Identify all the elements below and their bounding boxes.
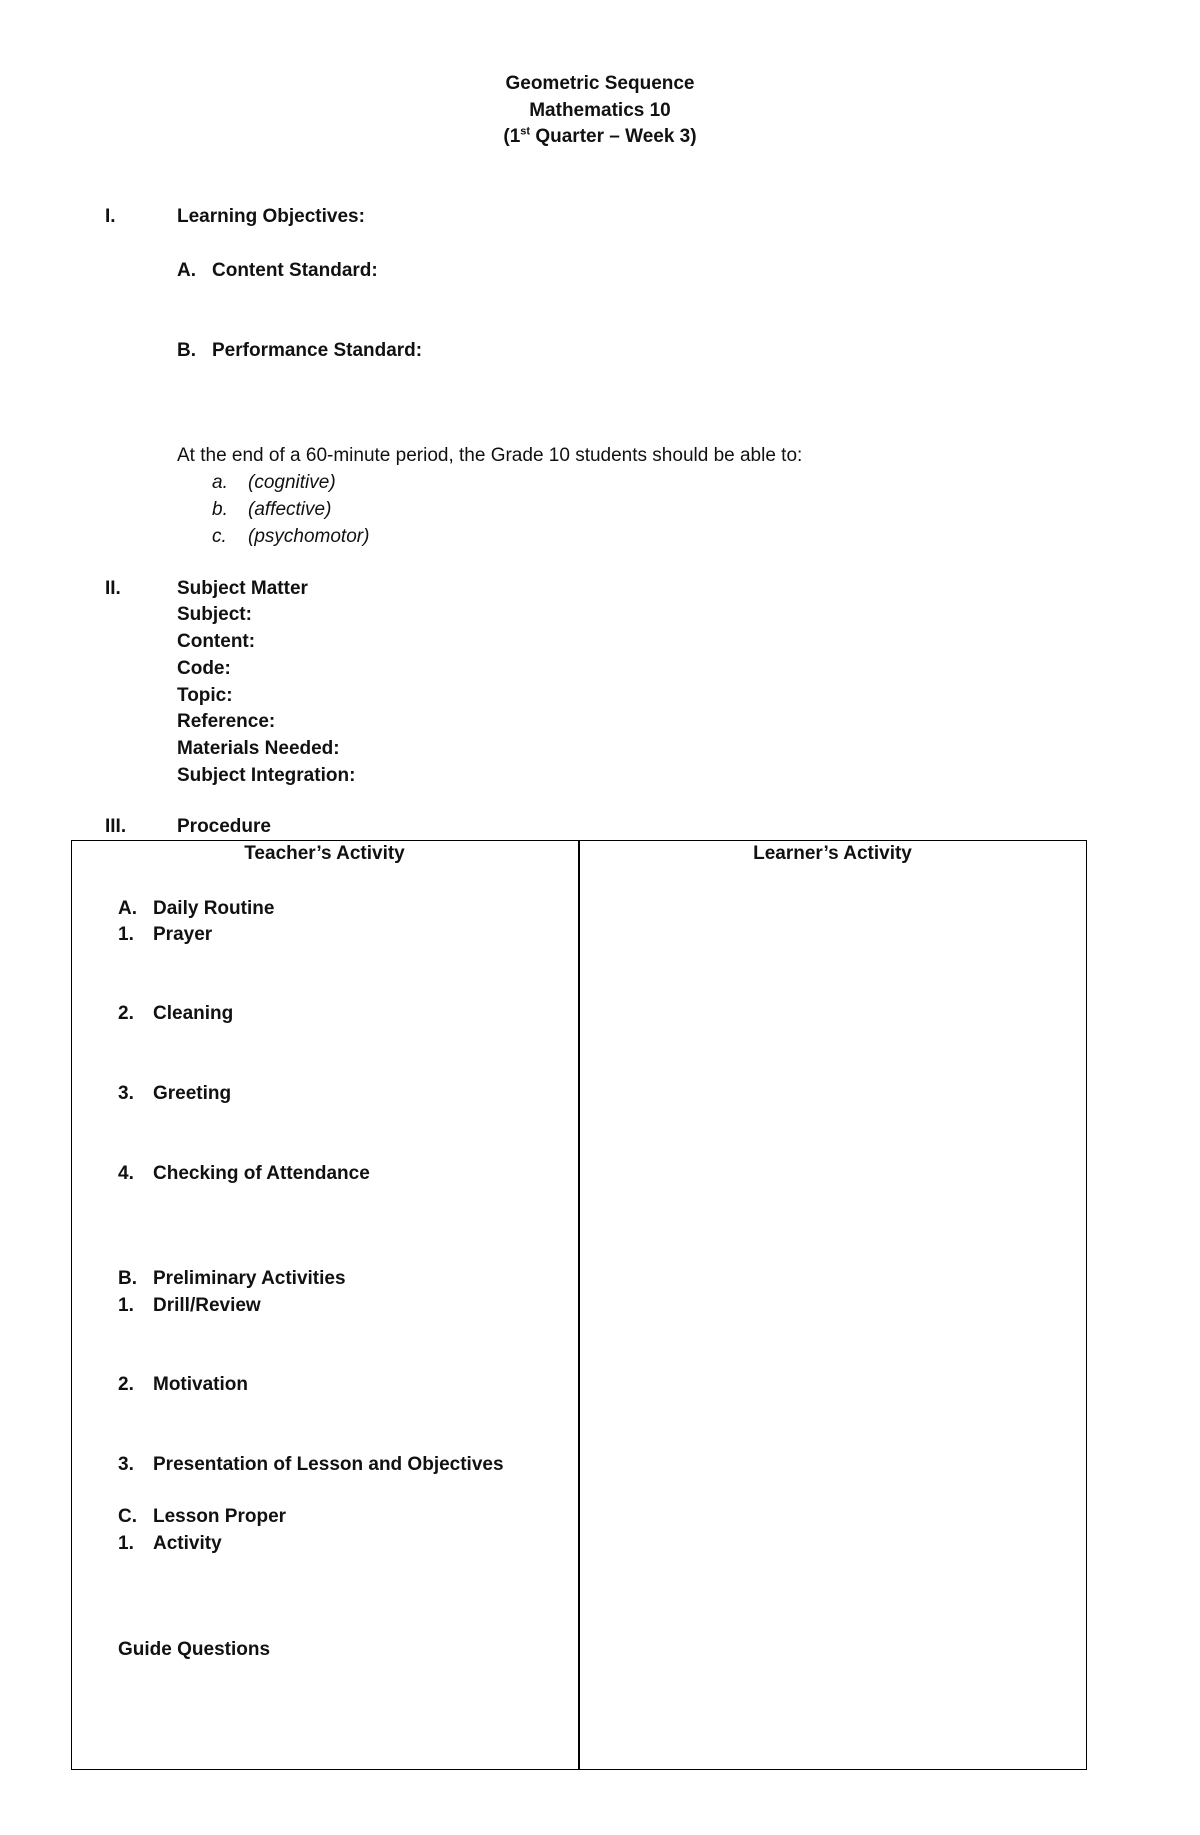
section-3-heading: Procedure <box>177 816 271 837</box>
field-reference: Reference: <box>177 711 276 732</box>
quarter-open: (1 <box>503 126 521 147</box>
learner-activity-header: Learner’s Activity <box>753 843 912 864</box>
field-content: Content: <box>177 631 256 652</box>
daily-routine-label: Daily Routine <box>153 898 275 919</box>
preliminary-label: Preliminary Activities <box>153 1268 346 1289</box>
item-prayer: Prayer <box>153 924 213 945</box>
quarter-close: Quarter – Week 3) <box>530 126 697 147</box>
item-number: 1. <box>118 1533 134 1554</box>
section-1-heading: Learning Objectives: <box>177 206 365 227</box>
item-activity: Activity <box>153 1533 222 1554</box>
daily-routine-letter: A. <box>118 898 137 919</box>
objective-psychomotor: (psychomotor) <box>248 526 370 547</box>
preliminary-letter: B. <box>118 1268 137 1289</box>
item-checking-attendance: Checking of Attendance <box>153 1163 370 1184</box>
item-motivation: Motivation <box>153 1374 248 1395</box>
item-number: 1. <box>118 924 134 945</box>
item-number: 2. <box>118 1003 134 1024</box>
objective-letter: c. <box>212 526 227 547</box>
field-code: Code: <box>177 658 231 679</box>
item-greeting: Greeting <box>153 1083 232 1104</box>
objective-letter: b. <box>212 499 228 520</box>
section-2-numeral: II. <box>105 578 121 599</box>
item-number: 3. <box>118 1083 134 1104</box>
content-standard-label: Content Standard: <box>212 260 378 281</box>
section-3-numeral: III. <box>105 816 127 837</box>
quarter-ordinal: st <box>520 125 531 138</box>
item-number: 4. <box>118 1163 134 1184</box>
document-title: Geometric Sequence <box>505 73 695 94</box>
field-subject-integration: Subject Integration: <box>177 765 356 786</box>
performance-standard-letter: B. <box>177 340 196 361</box>
performance-standard-label: Performance Standard: <box>212 340 423 361</box>
objective-cognitive: (cognitive) <box>248 472 336 493</box>
subject-line: Mathematics 10 <box>529 100 671 121</box>
section-1-numeral: I. <box>105 206 116 227</box>
field-subject: Subject: <box>177 604 252 625</box>
lesson-proper-label: Lesson Proper <box>153 1506 287 1527</box>
item-cleaning: Cleaning <box>153 1003 234 1024</box>
table-column-divider <box>578 840 580 1770</box>
lesson-proper-letter: C. <box>118 1506 137 1527</box>
item-number: 1. <box>118 1295 134 1316</box>
content-standard-letter: A. <box>177 260 196 281</box>
item-number: 3. <box>118 1454 134 1475</box>
teacher-activity-header: Teacher’s Activity <box>244 843 405 864</box>
objective-affective: (affective) <box>248 499 332 520</box>
guide-questions: Guide Questions <box>118 1639 271 1660</box>
item-number: 2. <box>118 1374 134 1395</box>
objective-letter: a. <box>212 472 228 493</box>
field-materials-needed: Materials Needed: <box>177 738 340 759</box>
item-drill-review: Drill/Review <box>153 1295 261 1316</box>
quarter-line <box>0 125 1200 149</box>
field-topic: Topic: <box>177 685 233 706</box>
objectives-intro: At the end of a 60-minute period, the Grade 10 students should be able to: <box>177 445 803 466</box>
item-presentation: Presentation of Lesson and Objectives <box>153 1454 504 1475</box>
section-2-heading: Subject Matter <box>177 578 308 599</box>
